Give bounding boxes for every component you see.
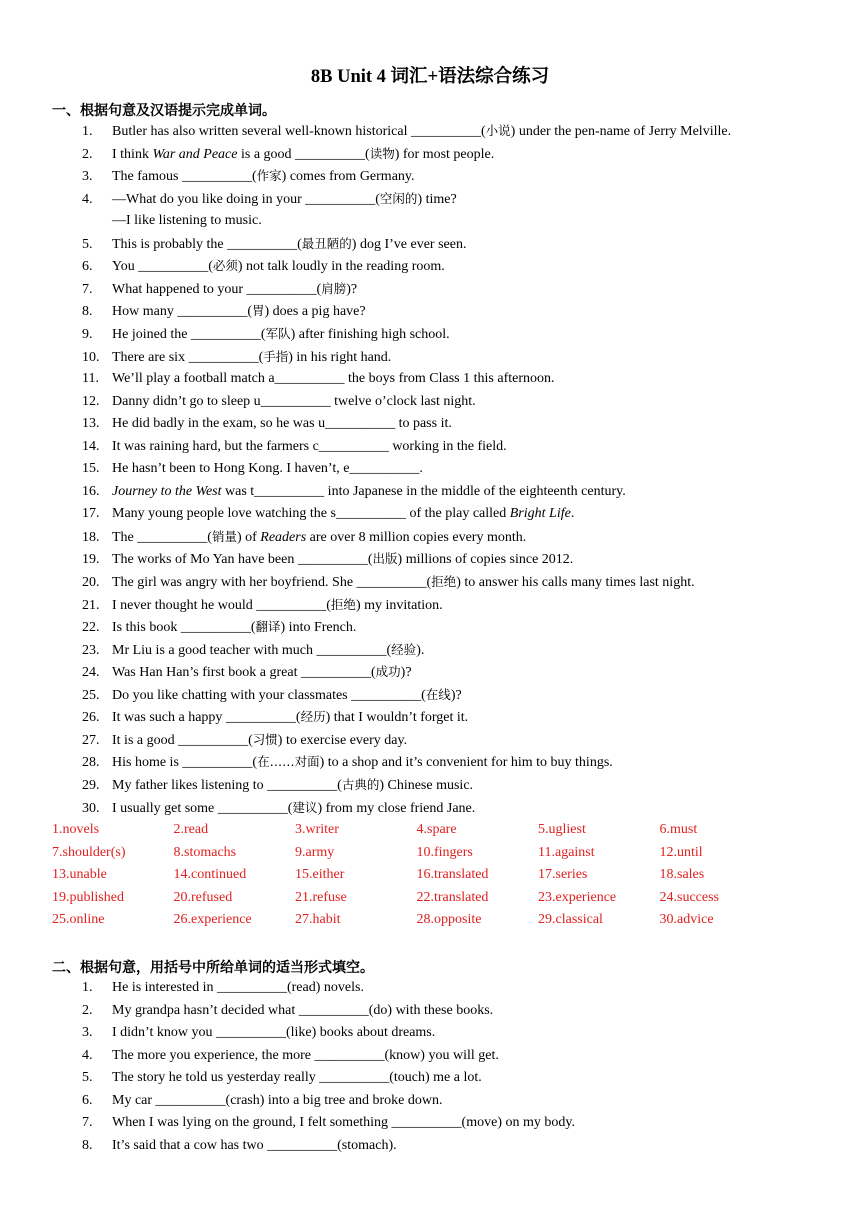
answer-item: 24.success	[659, 889, 719, 905]
answer-item: 28.opposite	[416, 912, 482, 928]
section1-item-number: 10.	[82, 349, 100, 365]
section1-item-text: He joined the __________(军队) after finishing high school.	[112, 325, 450, 342]
section1-item-number: 6.	[82, 259, 93, 275]
answer-item: 18.sales	[659, 867, 705, 883]
section2-heading: 二、根据句意，用括号中所给单词的适当形式填空。	[52, 960, 374, 976]
section1-item-text: We’ll play a football match a__________ the boys from Class 1 this afternoon.	[112, 371, 555, 387]
section1-item-number: 28.	[82, 755, 100, 771]
section1-item-number: 16.	[82, 483, 100, 499]
section1-item	[82, 617, 356, 637]
section1-item-text: Journey to the West was t__________ into Japanese in the middle of the eighteenth century.	[112, 483, 626, 499]
section1-item-text: What happened to your __________(肩膀)?	[112, 280, 358, 297]
section1-item-number: 7.	[82, 281, 93, 297]
answer-item: 11.against	[538, 844, 595, 860]
section2-item	[82, 978, 364, 998]
answer-item: 26.experience	[173, 912, 252, 928]
section1-item-number: 29.	[82, 777, 100, 793]
section2-item	[82, 1113, 575, 1133]
section1-item-number: 22.	[82, 620, 100, 636]
section2-item	[82, 1046, 499, 1066]
section2-item-number: 8.	[82, 1137, 93, 1153]
section1-item-text: The famous __________(作家) comes from Germany.	[112, 168, 415, 185]
section1-item	[82, 234, 466, 254]
section2-item-text: My car __________(crash) into a big tree and broke down.	[112, 1092, 443, 1108]
answer-item: 30.advice	[659, 912, 714, 928]
section1-item-text: There are six __________(手指) in his right hand.	[112, 348, 392, 365]
section1-item	[82, 504, 574, 524]
section1-item-number: 25.	[82, 687, 100, 703]
section1-item	[82, 662, 412, 682]
section1-item-number: 5.	[82, 236, 93, 252]
section2-item	[82, 1136, 397, 1156]
section1-item-text: He did badly in the exam, so he was u__________ to pass it.	[112, 416, 452, 432]
section1-item-number: 3.	[82, 169, 93, 185]
section1-item-number: 24.	[82, 665, 100, 681]
answer-item: 8.stomachs	[173, 844, 237, 860]
section1-item-number: 27.	[82, 732, 100, 748]
answer-item: 16.translated	[416, 867, 489, 883]
section1-item-continuation: —I like listening to music.	[112, 213, 262, 229]
section2-item-text: My grandpa hasn’t decided what __________(do) with these books.	[112, 1002, 494, 1018]
section2-item-number: 5.	[82, 1070, 93, 1086]
section2-item	[82, 1091, 442, 1111]
section1-item	[82, 279, 357, 299]
section1-item	[82, 685, 462, 705]
section1-item-text: It is a good __________(习惯) to exercise every day.	[112, 731, 408, 748]
section1-item-number: 20.	[82, 575, 100, 590]
section1-item-number: 18.	[82, 529, 100, 545]
section1-heading: 一、根据句意及汉语提示完成单词。	[52, 103, 276, 119]
section1-item-number: 8.	[82, 304, 93, 320]
answer-item: 7.shoulder(s)	[52, 844, 126, 860]
section1-item	[82, 121, 731, 141]
answer-item: 29.classical	[538, 912, 603, 928]
answer-item: 15.either	[295, 867, 345, 883]
section1-item-number: 2.	[82, 146, 93, 162]
section1-item-text: He hasn’t been to Hong Kong. I haven’t, e__________.	[112, 461, 423, 477]
section2-item-number: 1.	[82, 980, 93, 995]
section2-item-number: 4.	[82, 1047, 93, 1063]
section1-item	[82, 640, 424, 660]
section1-item-text: Danny didn’t go to sleep u__________ twelve o’clock last night.	[112, 393, 476, 409]
answer-item: 13.unable	[52, 867, 107, 883]
section2-item-number: 3.	[82, 1025, 93, 1041]
section2-item-text: The more you experience, the more __________(know) you will get.	[112, 1047, 499, 1063]
section1-item	[82, 392, 476, 412]
section2-item-text: When I was lying on the ground, I felt something __________(move) on my body.	[112, 1115, 575, 1131]
section1-item	[82, 730, 407, 750]
answer-item: 27.habit	[295, 912, 341, 928]
section1-item-text: Mr Liu is a good teacher with much __________(经验).	[112, 641, 425, 658]
section1-item	[82, 347, 391, 367]
section1-item	[82, 595, 443, 615]
answer-item: 14.continued	[173, 867, 247, 883]
section1-item-text: My father likes listening to __________(古典的) Chinese music.	[112, 776, 474, 793]
answer-item: 20.refused	[173, 889, 233, 905]
section1-item-text: How many __________(胃) does a pig have?	[112, 303, 366, 320]
section2-item-text: The story he told us yesterday really __________(touch) me a lot.	[112, 1070, 482, 1086]
section1-item	[82, 437, 507, 457]
section1-item-number: 1.	[82, 124, 93, 139]
section1-item-number: 19.	[82, 552, 100, 568]
section1-item	[82, 369, 555, 389]
section1-item	[82, 572, 695, 592]
answer-item: 12.until	[659, 844, 703, 860]
section1-item	[82, 798, 475, 818]
section1-item	[82, 324, 450, 344]
section1-item-text: Do you like chatting with your classmates __________(在线)?	[112, 686, 462, 703]
section1-item-text: It was such a happy __________(经历) that I wouldn’t forget it.	[112, 709, 469, 726]
section2-item-number: 2.	[82, 1002, 93, 1018]
section1-item-text: I think War and Peace is a good __________(读物) for most people.	[112, 145, 495, 162]
answer-item: 6.must	[659, 822, 698, 837]
section2-item-text: It’s said that a cow has two __________(stomach).	[112, 1137, 397, 1153]
section1-item-number: 17.	[82, 506, 100, 522]
section1-item	[82, 707, 468, 727]
answer-item: 17.series	[538, 867, 588, 883]
section1-item-text: I usually get some __________(建议) from my close friend Jane.	[112, 799, 476, 816]
section1-item	[82, 189, 457, 209]
section1-item-text: Butler has also written several well-known historical __________(小说) under the pen-name of Jerry Melville.	[112, 123, 732, 139]
section1-item-number: 9.	[82, 326, 93, 342]
section1-item-number: 14.	[82, 438, 100, 454]
section1-item	[82, 527, 526, 547]
section1-item	[82, 256, 445, 276]
answer-item: 5.ugliest	[538, 822, 586, 837]
section2-item-text: I didn’t know you __________(like) books about dreams.	[112, 1025, 436, 1041]
section1-item-text: Is this book __________(翻译) into French.	[112, 619, 357, 636]
section1-item-text: This is probably the __________(最丑陋的) dog I’ve ever seen.	[112, 235, 467, 252]
section1-item-number: 12.	[82, 393, 100, 409]
answer-item: 25.online	[52, 912, 105, 928]
section1-item-text: It was raining hard, but the farmers c__________ working in the field.	[112, 438, 507, 454]
section2-item	[82, 1001, 493, 1021]
section1-item-text: You __________(必须) not talk loudly in the reading room.	[112, 258, 445, 275]
section1-item-number: 26.	[82, 710, 100, 726]
section1-item-number: 23.	[82, 642, 100, 658]
section2-item-number: 6.	[82, 1092, 93, 1108]
section1-item	[82, 459, 423, 479]
section1-item-number: 30.	[82, 800, 100, 816]
section1-item	[82, 775, 473, 795]
section1-item-number: 13.	[82, 416, 100, 432]
section2-item-number: 7.	[82, 1115, 93, 1131]
section1-item-text: Was Han Han’s first book a great __________(成功)?	[112, 664, 412, 681]
section1-item	[82, 301, 366, 321]
answer-item: 4.spare	[416, 822, 457, 837]
section1-item-text: I never thought he would __________(拒绝) my invitation.	[112, 596, 443, 613]
section1-item-text: —What do you like doing in your __________(空闲的) time?	[112, 190, 457, 207]
section1-item	[82, 414, 452, 434]
section1-item	[82, 549, 573, 569]
section2-item	[82, 1023, 435, 1043]
section1-item-number: 4.	[82, 191, 93, 207]
answer-item: 19.published	[52, 889, 124, 905]
section1-item	[82, 166, 415, 186]
answer-item: 2.read	[173, 822, 209, 837]
answer-item: 10.fingers	[416, 844, 473, 860]
section1-item	[82, 144, 494, 164]
section1-item-number: 11.	[82, 371, 99, 387]
answer-item: 22.translated	[416, 889, 489, 905]
answer-item: 3.writer	[295, 822, 339, 837]
section1-item	[82, 752, 613, 772]
section1-item-text: The __________(销量) of Readers are over 8 million copies every month.	[112, 528, 527, 545]
answer-item: 23.experience	[538, 889, 617, 905]
answer-item: 1.novels	[52, 822, 100, 837]
section2-item	[82, 1068, 482, 1088]
section1-item-text: The girl was angry with her boyfriend. She __________(拒绝) to answer his calls many times last night.	[112, 574, 695, 590]
section1-item	[82, 482, 626, 502]
answer-item: 21.refuse	[295, 889, 347, 905]
section1-item-text: His home is __________(在……对面) to a shop and it’s convenient for him to buy things.	[112, 754, 613, 771]
section2-item-text: He is interested in __________(read) novels.	[112, 980, 364, 995]
page-title: 8B Unit 4 词汇+语法综合练习	[310, 67, 550, 87]
section1-item-number: 21.	[82, 597, 100, 613]
answer-item: 9.army	[295, 844, 335, 860]
section1-item-number: 15.	[82, 461, 100, 477]
section1-item-text: Many young people love watching the s__________ of the play called Bright Life.	[112, 506, 575, 522]
section1-item-text: The works of Mo Yan have been __________(出版) millions of copies since 2012.	[112, 551, 574, 568]
